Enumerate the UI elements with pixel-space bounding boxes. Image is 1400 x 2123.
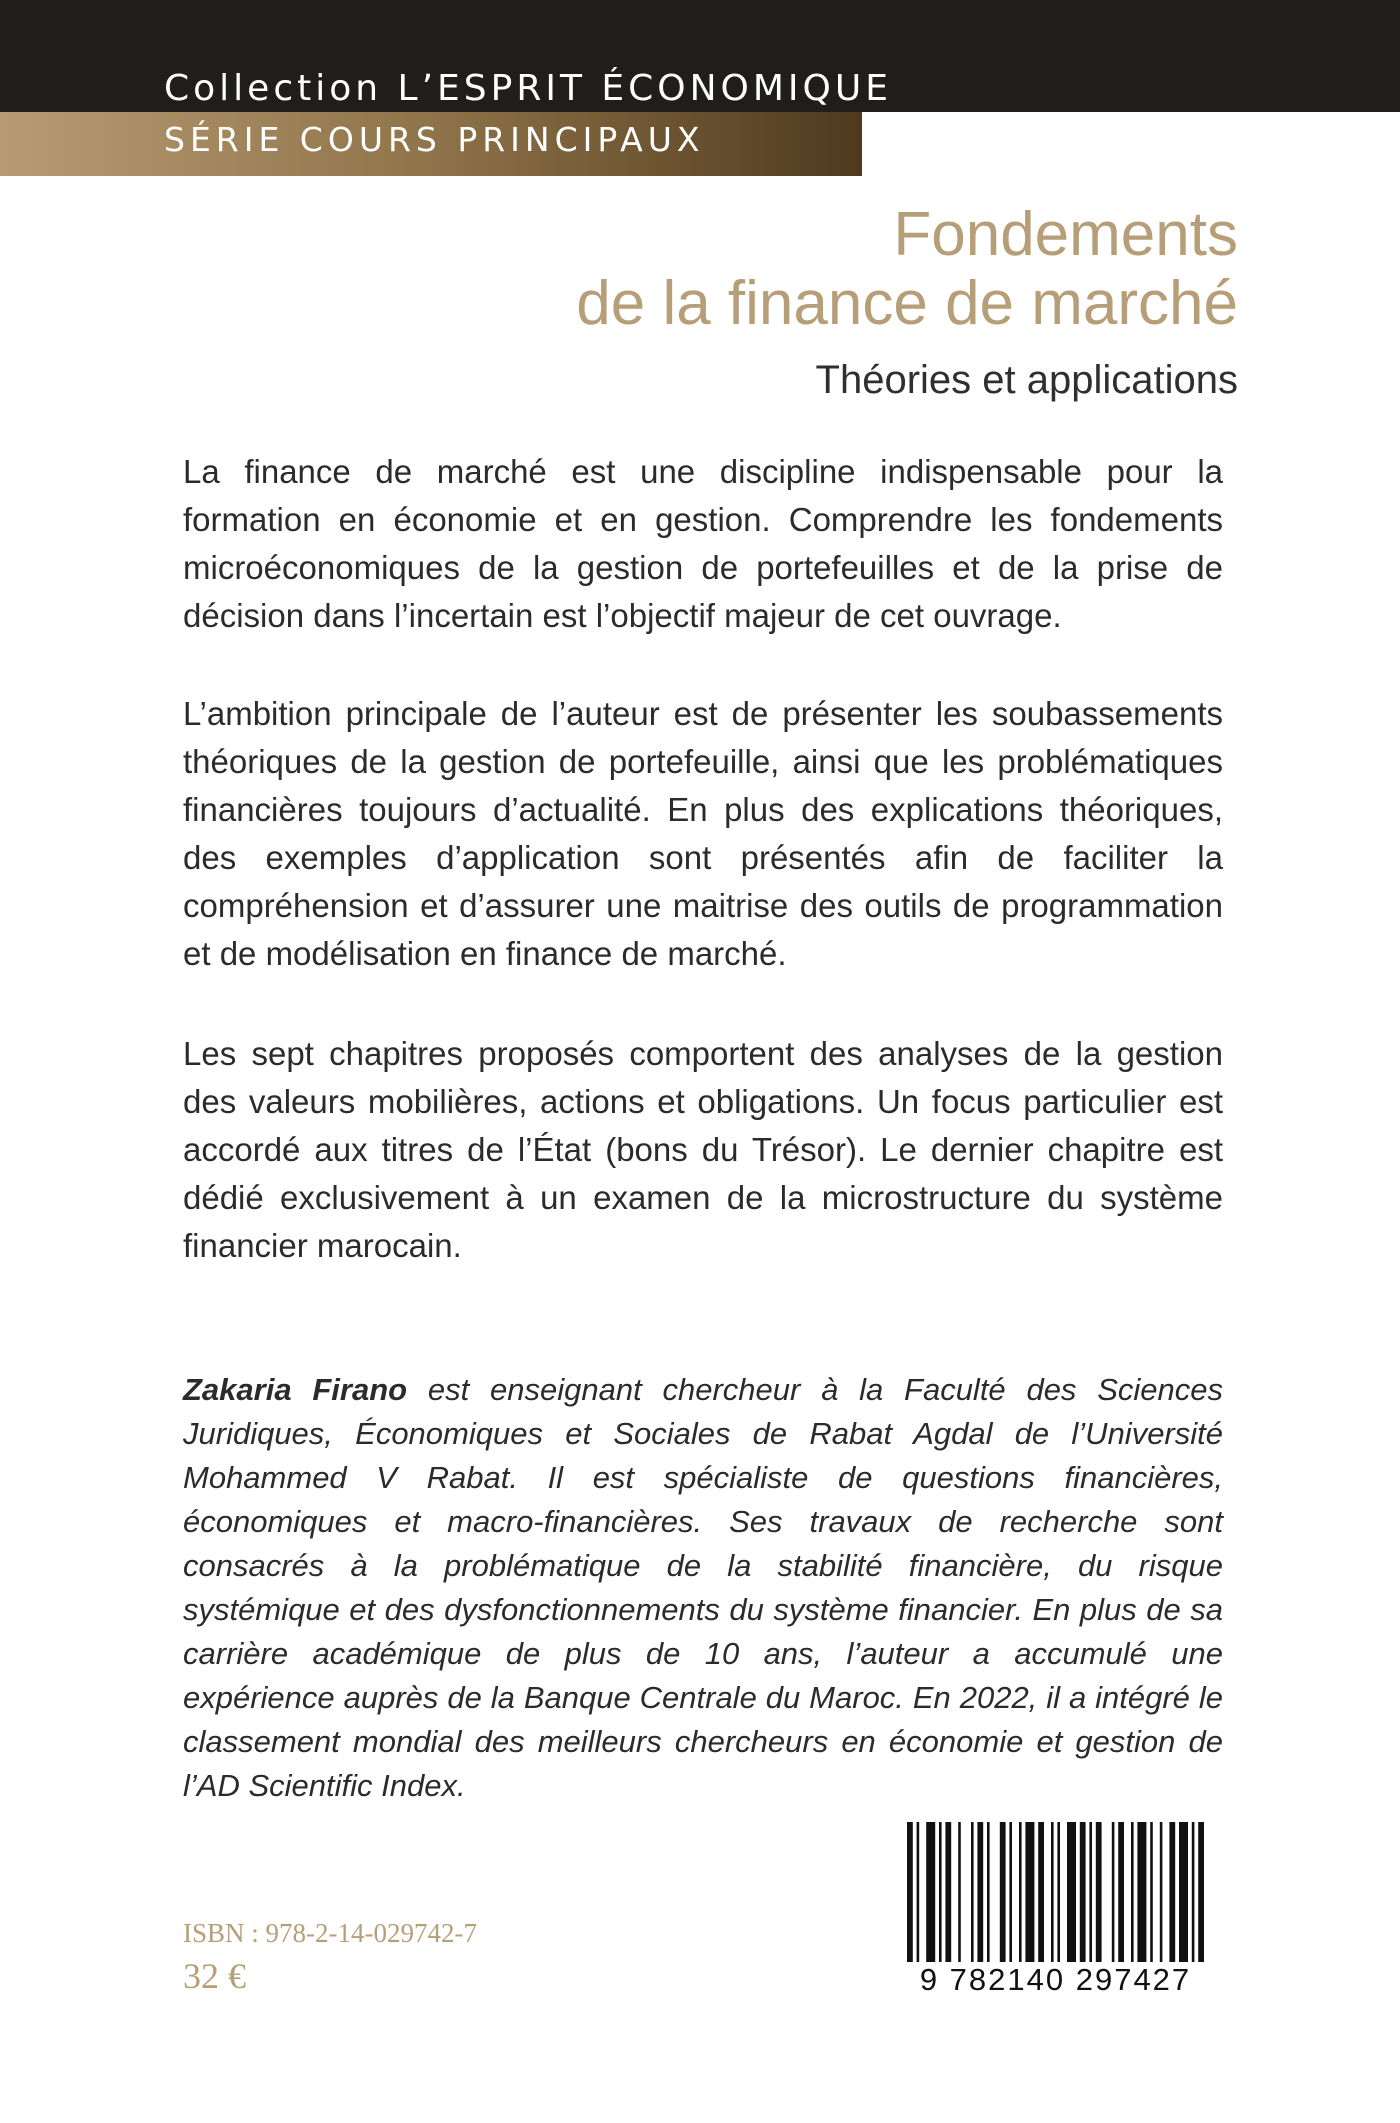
blurb-paragraph-2: L’ambition principale de l’auteur est de présenter les soubassements théoriques de la gestion de portefeuille, ainsi que les problématiques financières toujours d’actualité. En plus des explications théoriques, des exemples d’application sont présentés afin de faciliter la compréhension et d’assurer une maitrise des outils de programmation et de modélisation en finance de marché. xyxy=(183,695,1223,972)
title-line-2: de la finance de marché xyxy=(576,269,1238,339)
collection-name: Collection L’ESPRIT ÉCONOMIQUE xyxy=(164,68,892,109)
book-subtitle: Théories et applications xyxy=(815,358,1238,402)
series-name: SÉRIE COURS PRINCIPAUX xyxy=(164,120,705,159)
author-bio xyxy=(183,1368,1223,1808)
blurb-paragraph-1: La finance de marché est une discipline indispensable pour la formation en économie et en gestion. Comprendre les fondements microéconomiques de la gestion de portefeuilles et de la prise de décision dans l’incertain est l’objectif majeur de cet ouvrage. xyxy=(183,453,1223,634)
book-title xyxy=(576,200,1238,339)
author-name: Zakaria Firano xyxy=(183,1372,408,1407)
isbn: ISBN : 978-2-14-029742-7 xyxy=(183,1918,477,1948)
barcode-digits: 9 782140 297427 xyxy=(903,1962,1208,1998)
blurb-paragraph-3: Les sept chapitres proposés comportent des analyses de la gestion des valeurs mobilières, actions et obligations. Un focus particulier est accordé aux titres de l’État (bons du Trésor). Le dernier chapitre est dédié exclusivement à un examen de la microstructure du système financier marocain. xyxy=(183,1035,1223,1264)
price: 32 € xyxy=(183,1956,246,1996)
title-line-1: Fondements xyxy=(893,200,1238,269)
author-bio-text: est enseignant chercheur à la Faculté des Sciences Juridiques, Économiques et Sociales de Rabat Agdal de l’Université Mohammed V Rabat. Il est spécialiste de questions financières, économiques et macro-financières. Ses travaux de recherche sont consacrés à la problématique de la stabilité financière, du risque systémique et des dysfonctionnements du système financier. En plus de sa carrière académique de plus de 10 ans, l’auteur a accumulé une expérience auprès de la Banque Centrale du Maroc. En 2022, il a intégré le classement mondial des meilleurs chercheurs en économie et gestion de l’AD Scientific Index. xyxy=(183,1372,1223,1803)
